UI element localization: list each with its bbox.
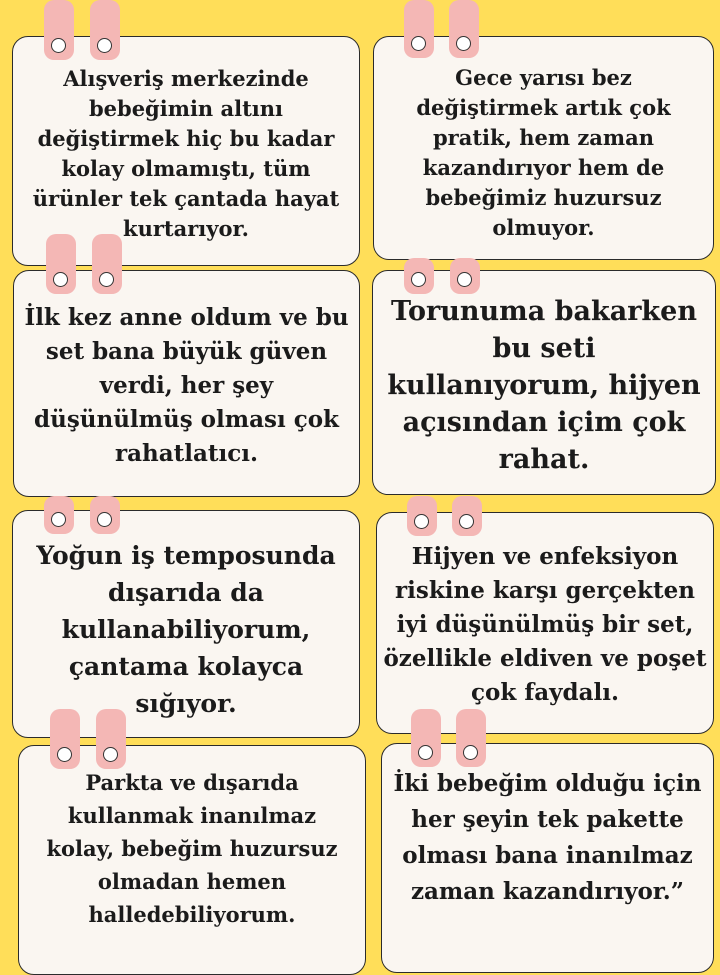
testimonial-card-7	[18, 745, 366, 975]
testimonial-card-6	[376, 512, 714, 734]
clip-hole-icon	[463, 745, 478, 760]
clip-hole-icon	[51, 38, 66, 53]
binder-clip	[96, 709, 126, 769]
clip-hole-icon	[457, 272, 472, 287]
clip-hole-icon	[456, 36, 471, 51]
clip-hole-icon	[99, 272, 114, 287]
binder-clip	[404, 0, 434, 58]
testimonial-card-1	[12, 36, 360, 266]
testimonial-card-2	[373, 36, 714, 260]
clip-hole-icon	[53, 272, 68, 287]
binder-clip	[92, 234, 122, 294]
binder-clip	[407, 496, 437, 536]
clip-hole-icon	[418, 745, 433, 760]
binder-clip	[90, 0, 120, 60]
binder-clip	[46, 234, 76, 294]
clip-hole-icon	[97, 38, 112, 53]
clip-hole-icon	[414, 514, 429, 529]
binder-clip	[411, 709, 441, 767]
binder-clip	[450, 258, 480, 294]
binder-clip	[404, 258, 434, 294]
binder-clip	[90, 496, 120, 534]
testimonial-text-4: Torunuma bakarken bu seti kullanıyorum, hijyen açısından içim çok rahat.	[387, 296, 701, 475]
clip-hole-icon	[57, 747, 72, 762]
binder-clip	[456, 709, 486, 767]
testimonial-text-3: İlk kez anne oldum ve bu set bana büyük güven verdi, her şey düşünülmüş olması çok rahatlatıcı.	[24, 303, 349, 467]
clip-hole-icon	[411, 36, 426, 51]
testimonial-card-5	[12, 510, 360, 738]
binder-clip	[50, 709, 80, 769]
binder-clip	[449, 0, 479, 58]
testimonial-card-3	[13, 270, 360, 497]
binder-clip	[44, 0, 74, 60]
testimonial-text-7: Parkta ve dışarıda kullanmak inanılmaz kolay, bebeğim huzursuz olmadan hemen halledebiliyorum.	[46, 770, 338, 927]
clip-hole-icon	[459, 514, 474, 529]
testimonial-text-6: Hijyen ve enfeksiyon riskine karşı gerçekten iyi düşünülmüş bir set, özellikle eldiven ve poşet çok faydalı.	[383, 543, 707, 706]
clip-hole-icon	[103, 747, 118, 762]
binder-clip	[44, 496, 74, 534]
testimonial-card-4	[372, 270, 716, 495]
testimonial-card-8	[381, 743, 714, 973]
testimonial-text-8: İki bebeğim olduğu için her şeyin tek pakette olması bana inanılmaz zaman kazandırıyor.”	[393, 770, 702, 905]
testimonial-text-2: Gece yarısı bez değiştirmek artık çok pratik, hem zaman kazandırıyor hem de bebeğimiz huzursuz olmuyor.	[416, 65, 671, 240]
clip-hole-icon	[97, 512, 112, 527]
testimonial-text-1: Alışveriş merkezinde bebeğimin altını değiştirmek hiç bu kadar kolay olmamıştı, tüm ürünler tek çantada hayat kurtarıyor.	[32, 66, 340, 241]
binder-clip	[452, 496, 482, 536]
clip-hole-icon	[411, 272, 426, 287]
testimonial-text-5: Yoğun iş temposunda dışarıda da kullanabiliyorum, çantama kolayca sığıyor.	[36, 540, 336, 718]
clip-hole-icon	[51, 512, 66, 527]
